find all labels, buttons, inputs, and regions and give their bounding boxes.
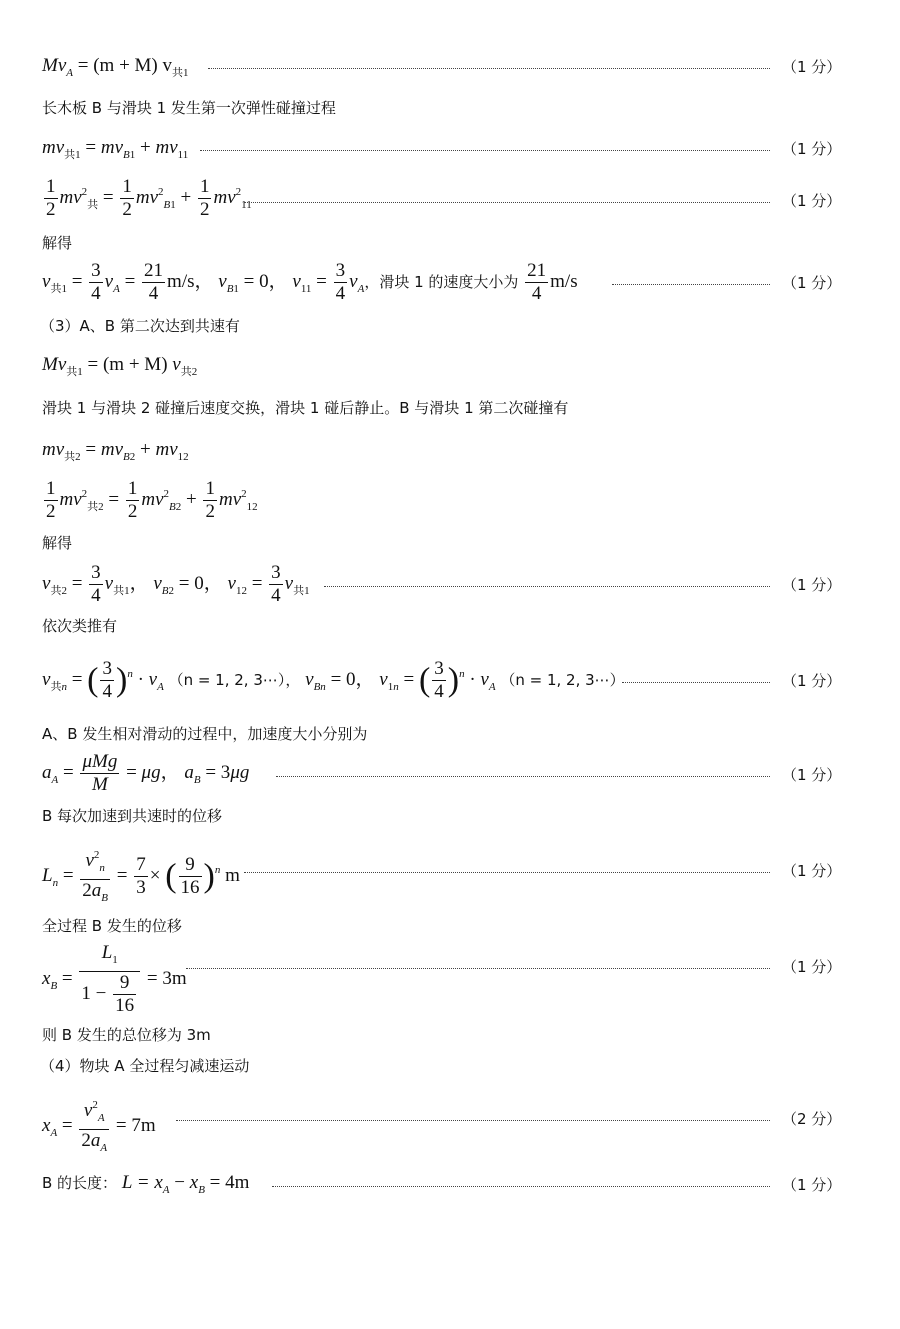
text-solve-2: 解得 — [42, 534, 73, 552]
leader-dots — [244, 202, 770, 203]
leader-dots — [186, 968, 770, 969]
equation-length: B 的长度： $L = x_A - x_B = 4m$ — [42, 1172, 250, 1196]
equation-energy-1: $\frac{1}{2}$ $mv^2_共$ = $\frac{1}{2}$ $mv^2_{B1}$ + $\frac{1}{2}$ $mv^2_{11}$ — [46, 176, 252, 220]
text-collision-2: 滑块 1 与滑块 2 碰撞后速度交换，滑块 1 碰后静止。B 与滑块 1 第二次碰撞有 — [42, 399, 569, 417]
text-total-displacement: 全过程 B 发生的位移 — [42, 917, 182, 935]
leader-dots — [244, 872, 770, 873]
text-induction: 依次类推有 — [42, 617, 118, 635]
equation-displacement-n: $L_n$ = $\frac{v^2_n}{2a_B}$ = $\frac{7}{3}$ × ( $\frac{9}{16}$ )$^n$ m — [42, 844, 240, 909]
leader-dots — [176, 1120, 770, 1121]
equation-momentum-1: $Mv_A = (m + M)$ $v_{共1}$ — [42, 55, 189, 79]
equation-xa: $x_A$ = $\frac{v^2_A}{2a_A}$ = 7m — [42, 1094, 156, 1159]
equation-momentum-2: $mv_{共1} = mv_{B1} + mv_{11}$ — [42, 137, 189, 161]
score-label: （1 分） — [782, 192, 842, 210]
equation-acceleration: $a_A$ = $\frac{\text{μMg}}{M}$ = μg， $a_B = 3\mu g$ — [42, 751, 250, 795]
score-label: （1 分） — [782, 766, 842, 784]
text-part4: （4）物块 A 全过程匀减速运动 — [40, 1057, 250, 1075]
equation-velocity-result: $v_{共1}$ = $\frac{3}{4}$ $v_A$ = $\frac{21}{4}$ m/s， $v_{B1} = 0$， $v_{11}$ = $\frac{3}{4}$ $v_A$，滑块 1 的速度大小为 $\frac{21}{4}$ m/s — [42, 260, 578, 304]
equation-general-velocity: $v_{共n}$ = ( $\frac{3}{4}$ )$^n \cdot v_A$ （n = 1, 2, 3⋯）， $v_{Bn} = 0$， $v_{1n}$ = ( $\frac{3}{4}$ )$^n \cdot v_A$ （n = 1, 2, 3⋯） — [42, 658, 625, 702]
leader-dots — [612, 284, 770, 285]
leader-dots — [324, 586, 770, 587]
equation-momentum-3: $Mv_{共1} = (m + M)$ $v_{共2}$ — [42, 354, 198, 378]
text-acceleration: A、B 发生相对滑动的过程中，加速度大小分别为 — [42, 725, 368, 743]
score-label: （1 分） — [782, 672, 842, 690]
text-solve-1: 解得 — [42, 234, 73, 252]
text-displacement-each: B 每次加速到共速时的位移 — [42, 807, 223, 825]
text-part3: （3）A、B 第二次达到共速有 — [40, 317, 240, 335]
text-total-result: 则 B 发生的总位移为 3m — [42, 1026, 211, 1044]
leader-dots — [200, 150, 770, 151]
equation-xb: $x_B$ = $L_1$ 1 − $\frac{9}{16}$ = 3m — [42, 942, 187, 1016]
score-label: （1 分） — [782, 58, 842, 76]
leader-dots — [622, 682, 770, 683]
score-label: （1 分） — [782, 140, 842, 158]
equation-velocity-result-2: $v_{共2}$ = $\frac{3}{4}$ $v_{共1}$， $v_{B2} = 0$， $v_{12}$ = $\frac{3}{4}$ $v_{共1}$ — [42, 562, 310, 606]
score-label: （1 分） — [782, 1176, 842, 1194]
equation-momentum-4: $mv_{共2} = mv_{B2} + mv_{12}$ — [42, 439, 189, 463]
equation-energy-2: $\frac{1}{2}$ $mv^2_{共2}$ = $\frac{1}{2}$ $mv^2_{B2}$ + $\frac{1}{2}$ $mv^2_{12}$ — [46, 478, 258, 522]
score-label: （1 分） — [782, 862, 842, 880]
score-label: （1 分） — [782, 274, 842, 292]
score-label: （2 分） — [782, 1110, 842, 1128]
text-collision-1: 长木板 B 与滑块 1 发生第一次弹性碰撞过程 — [42, 99, 336, 117]
leader-dots — [208, 68, 770, 69]
leader-dots — [272, 1186, 770, 1187]
score-label: （1 分） — [782, 576, 842, 594]
leader-dots — [276, 776, 770, 777]
score-label: （1 分） — [782, 958, 842, 976]
